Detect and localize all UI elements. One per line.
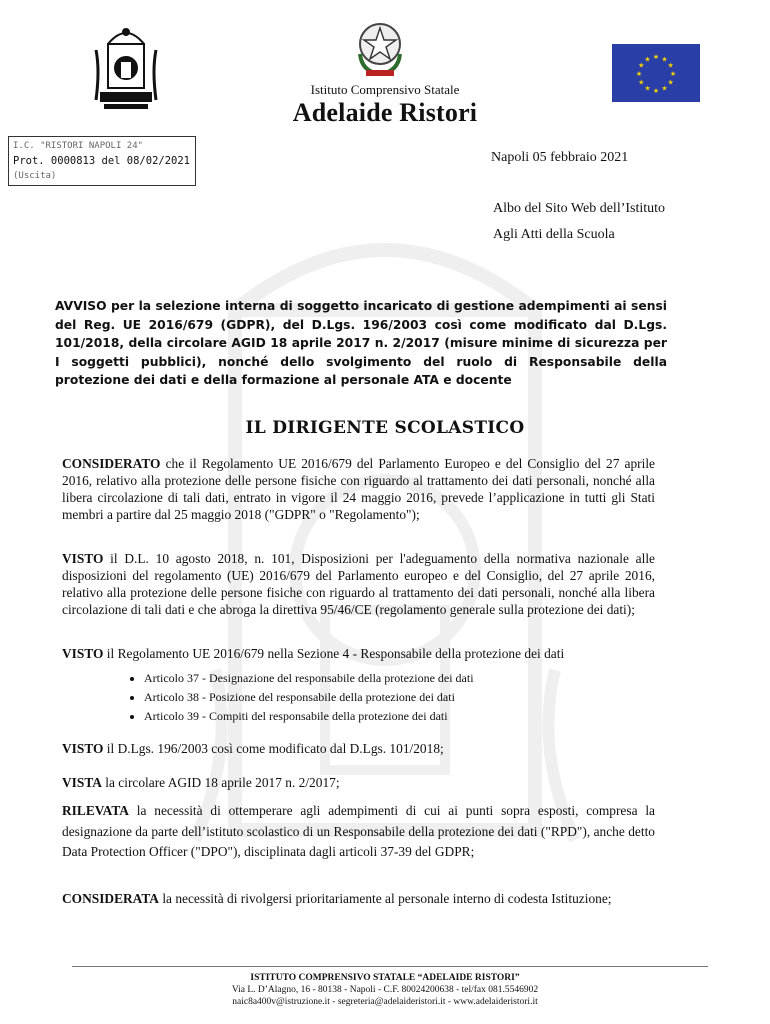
eu-star-icon: ★ — [644, 55, 651, 64]
paragraph-lead: VISTA — [62, 775, 102, 790]
paragraph-text: la necessità di rivolgersi prioritariamente al personale interno di codesta Istituzione; — [158, 891, 612, 906]
protocol-stamp — [8, 136, 196, 186]
paragraph-vista-circolare — [62, 774, 655, 791]
paragraph-text: il D.L. 10 agosto 2018, n. 101, Disposizioni per l'adeguamento della normativa nazionale alle disposizioni del regolamento (UE) 2016/679 del Parlamento europeo e del Consiglio, del 27 aprile 2016, relativo alla protezione delle persone fisiche con riguardo al trattamento dei dati personali, nonché alla libera circolazione di tali dati e che abroga la direttiva 95/46/CE (regolamento generale sulla protezione dei dati); — [62, 551, 655, 617]
paragraph-text: il D.Lgs. 196/2003 così come modificato dal D.Lgs. 101/2018; — [103, 741, 444, 756]
paragraph-lead: VISTO — [62, 646, 104, 661]
list-item: • Articolo 39 - Compiti del responsabile della protezione dei dati — [144, 707, 600, 726]
document-date: Napoli 05 febbraio 2021 — [491, 150, 629, 165]
eu-star-icon: ★ — [669, 70, 677, 78]
recipient-2: Agli Atti della Scuola — [493, 227, 615, 242]
eu-star-icon: ★ — [661, 55, 668, 64]
paragraph-visto-dlgs — [62, 740, 655, 757]
paragraph-visto-dl — [62, 550, 655, 618]
paragraph-text: che il Regolamento UE 2016/679 del Parlamento Europeo e del Consiglio del 27 aprile 2016, relativo alla protezione delle persone fisiche con riguardo al trattamento dei dati personali, nonché alla libera circolazione di tali dati, entrato in vigore il 24 maggio 2016, prevede l’applicazione in tutti gli Stati membri a partire dal 25 maggio 2018 ("GDPR" o "Regolamento"); — [62, 456, 655, 522]
eu-star-icon: ★ — [635, 70, 643, 78]
paragraph-text: la necessità di ottemperare agli adempimenti di cui ai punti sopra esposti, compresa la designazione da parte dell’istituto scolastico di un Responsabile della protezione dei dati ("RPD"), anche detto Data Protection Officer ("DPO"), disciplinata dagli articoli 37-39 del GDPR; — [62, 803, 655, 859]
paragraph-text: il Regolamento UE 2016/679 nella Sezione 4 - Responsabile della protezione dei dati — [103, 646, 565, 661]
eu-star-icon: ★ — [644, 84, 651, 93]
list-item: • Articolo 38 - Posizione del responsabile della protezione dei dati — [144, 688, 600, 707]
eu-star-icon: ★ — [667, 61, 674, 70]
stamp-line-1: I.C. "RISTORI NAPOLI 24" — [13, 141, 144, 151]
footer-school-name: ISTITUTO COMPRENSIVO STATALE “ADELAIDE RISTORI” — [250, 973, 520, 983]
subject-notice: AVVISO per la selezione interna di soggetto incaricato di gestione adempimenti ai sensi del Reg. UE 2016/679 (GDPR), del D.Lgs. 196/2003 così come modificato dal D.Lgs. 101/2018, della circolare AGID 18 aprile 2017 n. 2/2017 (misure minime di sicurezza per I soggetti pubblici), nonché dello svolgimento del ruolo di Responsabile della protezione dei dati e della formazione al personale ATA e docente — [55, 299, 667, 387]
stamp-line-2: Prot. 0000813 del 08/02/2021 — [13, 155, 191, 167]
eu-star-icon: ★ — [638, 78, 645, 87]
eu-star-icon: ★ — [667, 78, 674, 87]
paragraph-lead: CONSIDERATO — [62, 456, 161, 471]
paragraph-lead: VISTO — [62, 741, 104, 756]
paragraph-lead: VISTO — [62, 551, 104, 566]
footer-contacts: naic8a400v@istruzione.it - segreteria@adelaideristori.it - www.adelaideristori.it — [232, 997, 538, 1007]
paragraph-lead: RILEVATA — [62, 803, 129, 818]
articles-list — [120, 669, 600, 726]
school-name: Adelaide Ristori — [292, 98, 478, 127]
stamp-line-3: (Uscita) — [13, 171, 57, 181]
paragraph-text: la circolare AGID 18 aprile 2017 n. 2/2017; — [101, 775, 340, 790]
paragraph-considerata — [62, 889, 655, 910]
footer-divider — [72, 966, 708, 967]
list-item: • Articolo 37 - Designazione del responsabile della protezione dei dati — [144, 669, 600, 688]
eu-star-icon: ★ — [661, 84, 668, 93]
paragraph-considerato — [62, 455, 655, 523]
paragraph-lead: CONSIDERATA — [62, 891, 159, 906]
eu-star-icon: ★ — [652, 53, 660, 61]
italian-republic-emblem — [352, 18, 408, 80]
recipient-1: Albo del Sito Web dell’Istituto — [493, 201, 666, 216]
paragraph-rilevata — [62, 801, 655, 863]
school-type: Istituto Comprensivo Statale — [310, 82, 460, 97]
section-heading: IL DIRIGENTE SCOLASTICO — [245, 418, 525, 438]
paragraph-visto-regolamento — [62, 645, 655, 662]
eu-star-icon: ★ — [652, 87, 660, 95]
footer-address: Via L. D’Alagno, 16 - 80138 - Napoli - C.F. 80024200638 - tel/fax 081.5546902 — [231, 985, 539, 995]
eu-star-icon: ★ — [638, 61, 645, 70]
